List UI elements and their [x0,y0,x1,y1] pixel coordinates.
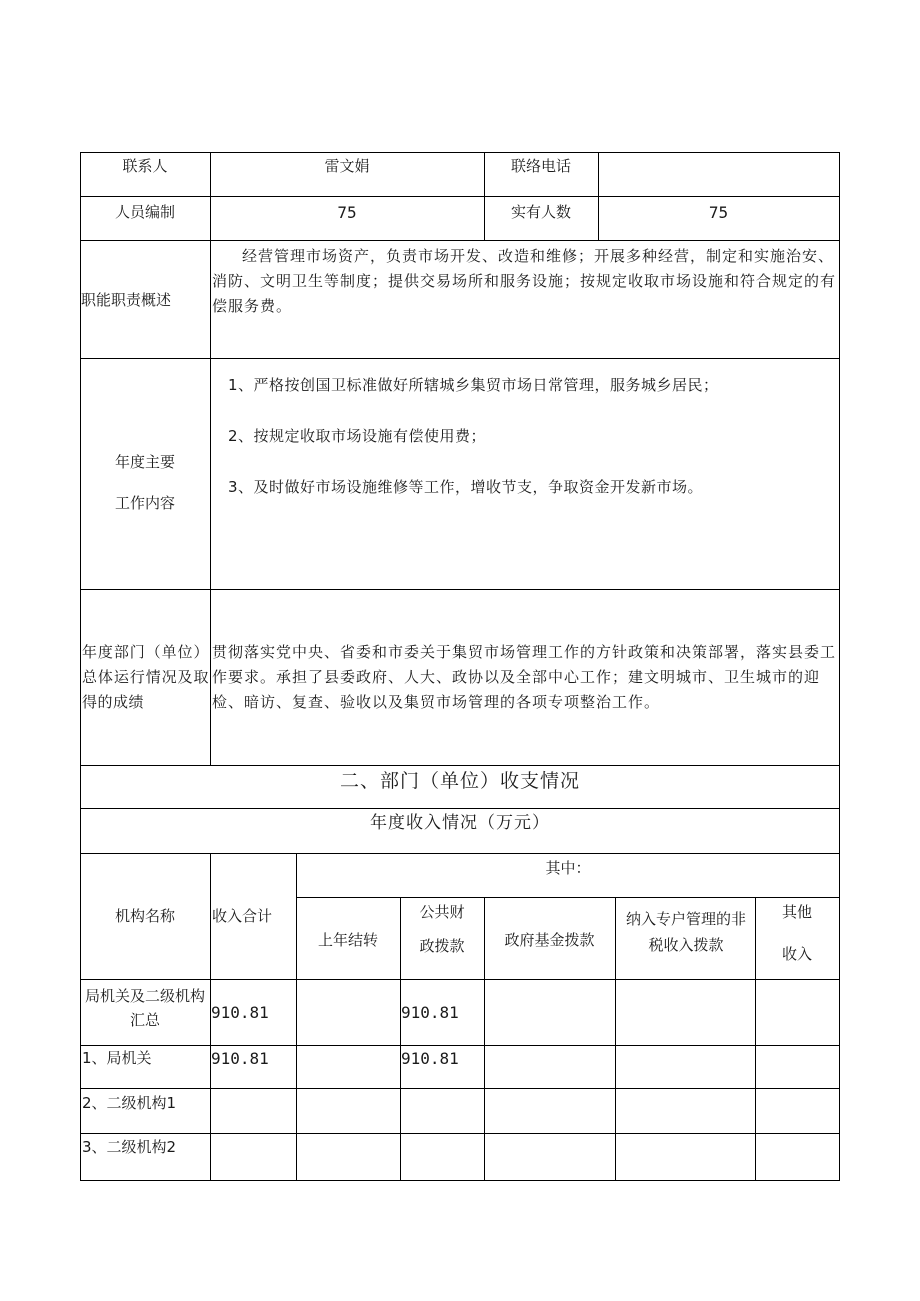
phone-label: 联络电话 [510,157,571,175]
contact-label: 联系人 [122,157,168,175]
col-header-other-line2: 收入 [781,945,812,963]
col-header-of-which: 其中： [545,859,591,877]
col-header-other-line1: 其他 [781,903,812,921]
col-header-org: 机构名称 [114,907,175,925]
work-label-line2: 工作内容 [114,494,175,512]
section-title: 二、部门（单位）收支情况 [339,770,580,792]
table-row-total: 910.81 [211,1049,269,1068]
actual-label: 实有人数 [510,203,571,221]
work-label [80,442,210,524]
table-row-name: 3、二级机构2 [82,1138,177,1156]
income-title: 年度收入情况（万元） [370,813,550,833]
col-header-fund: 政府基金拨款 [504,931,595,949]
table-row-name: 2、二级机构1 [82,1094,177,1112]
table-row-name: 1、局机关 [82,1049,152,1067]
work-item: 1、严格按创国卫标准做好所辖城乡集贸市场日常管理，服务城乡居民； [228,376,719,394]
col-header-fiscal [400,900,484,958]
duty-text: 经营管理市场资产，负责市场开发、改造和维修；开展多种经营，制定和实施治安、消防、文明卫生等制度；提供交易场所和服务设施；按规定收取市场设施和符合规定的有偿服务费。 [212,247,837,315]
contact-value: 雷文娟 [324,157,370,175]
col-header-carryover: 上年结转 [317,931,378,949]
col-header-total: 收入合计 [212,907,273,925]
table-row-fiscal: 910.81 [401,1003,459,1022]
work-items-list [228,375,833,498]
table-row-total: 910.81 [211,1003,269,1022]
col-header-fiscal-line2: 政拨款 [419,937,465,955]
actual-value: 75 [708,203,729,222]
table-row-name: 局机关及二级机构汇总 [84,987,205,1029]
table-row-fiscal: 910.81 [401,1049,459,1068]
work-item: 2、按规定收取市场设施有偿使用费； [228,427,487,445]
staff-label: 人员编制 [114,203,175,221]
result-label: 年度部门（单位）总体运行情况及取得的成绩 [82,643,209,711]
work-label-line1: 年度主要 [114,453,175,471]
phone-value [598,152,839,156]
result-text: 贯彻落实党中央、省委和市委关于集贸市场管理工作的方针政策和决策部署，落实县委工作要求。承担了县委政府、人大、政协以及全部中心工作；建文明城市、卫生城市的迎检、暗访、复查、验收以及集贸市场管理的各项专项整治工作。 [212,643,837,711]
staff-value: 75 [337,203,357,222]
col-header-nontax: 纳入专户管理的非税收入拨款 [625,910,746,954]
work-item: 3、及时做好市场设施维修等工作，增收节支，争取资金开发新市场。 [228,478,704,496]
col-header-fiscal-line1: 公共财 [419,903,465,921]
col-header-other [755,900,839,966]
duty-label: 职能职责概述 [81,291,172,309]
